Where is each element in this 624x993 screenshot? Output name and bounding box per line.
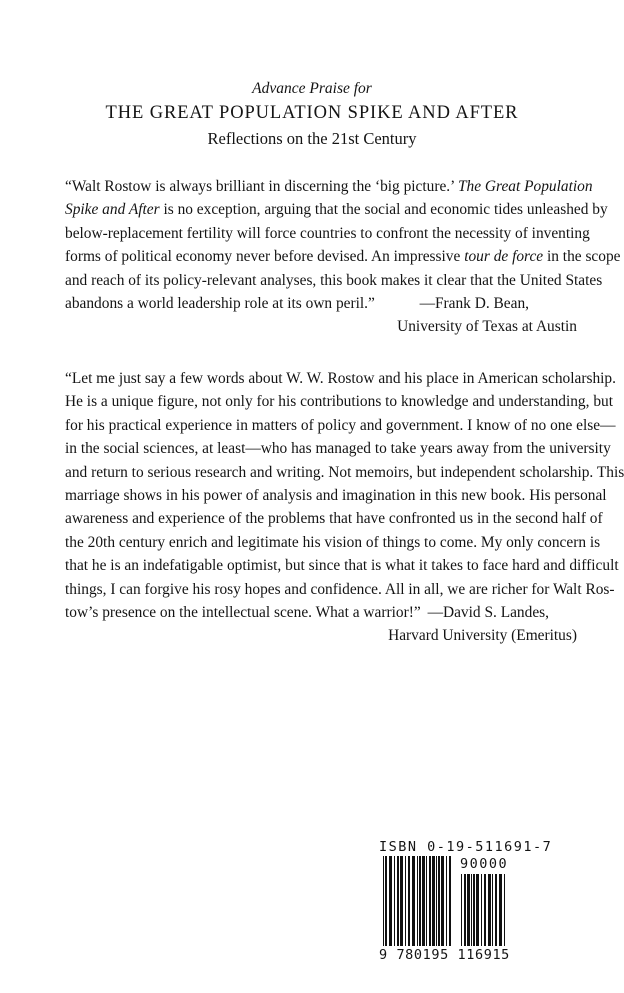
barcode-bar bbox=[446, 856, 447, 946]
quote-line: awareness and experience of the problems that have confronted us in the second half of bbox=[65, 510, 603, 528]
quote-line: and return to serious research and writing. Not memoirs, but independent scholarship. This bbox=[65, 463, 624, 481]
quote-line: things, I can forgive his rosy hopes and confidence. All in all, we are richer for Walt Ros- bbox=[65, 580, 615, 598]
barcode-bar bbox=[426, 856, 427, 946]
quote-affiliation: University of Texas at Austin bbox=[397, 318, 577, 336]
barcode-bar bbox=[484, 874, 486, 946]
book-title: THE GREAT POPULATION SPIKE AND AFTER bbox=[105, 103, 519, 123]
quote-line: the 20th century enrich and legitimate his vision of things to come. My only concern is bbox=[65, 533, 601, 551]
praise-quote-landes bbox=[65, 367, 624, 648]
ean-number: 9 780195 116915 bbox=[379, 947, 510, 963]
barcode-bar bbox=[471, 874, 472, 946]
barcode-bar bbox=[400, 856, 403, 946]
barcode-bar bbox=[394, 856, 395, 946]
barcode-bar bbox=[492, 874, 493, 946]
price-addon: 90000 bbox=[460, 856, 509, 872]
barcode-bar bbox=[383, 856, 384, 946]
quote-author: —Frank D. Bean, bbox=[419, 294, 529, 312]
barcode-bar bbox=[429, 856, 431, 946]
barcode-bar bbox=[436, 856, 437, 946]
barcode-bar bbox=[438, 856, 440, 946]
quote-line: tow’s presence on the intellectual scene. What a warrior!” —David S. Landes, bbox=[65, 601, 577, 624]
quote-affiliation: Harvard University (Emeritus) bbox=[388, 627, 577, 645]
barcode-bar bbox=[504, 874, 505, 946]
isbn-number: ISBN 0-19-511691-7 bbox=[379, 839, 553, 855]
quote-line: He is a unique figure, not only for his contributions to knowledge and understanding, but bbox=[65, 393, 613, 411]
quote-line: for his practical experience in matters of policy and government. I know of no one else— bbox=[65, 416, 616, 434]
barcode-bar bbox=[473, 874, 475, 946]
barcode-bar bbox=[417, 856, 418, 946]
quote-line: and reach of its policy-relevant analyses, this book makes it clear that the United States bbox=[65, 271, 603, 289]
quote-line: below-replacement fertility will force countries to confront the necessity of inventing bbox=[65, 224, 590, 242]
barcode-bar bbox=[412, 856, 415, 946]
book-subtitle: Reflections on the 21st Century bbox=[207, 129, 417, 148]
barcode-bar bbox=[464, 874, 466, 946]
barcode-bar bbox=[389, 856, 392, 946]
barcode-bar bbox=[488, 874, 491, 946]
barcode-bar bbox=[419, 856, 421, 946]
barcode-bar bbox=[495, 874, 497, 946]
quote-author: —David S. Landes, bbox=[427, 603, 549, 621]
barcode-bar bbox=[408, 856, 410, 946]
barcode-bar bbox=[397, 856, 399, 946]
barcode-bar bbox=[405, 856, 406, 946]
barcode-bar bbox=[441, 856, 444, 946]
quote-line: that he is an indefatigable optimist, but since that is what it takes to face hard and difficult bbox=[65, 557, 619, 575]
barcode-bar bbox=[481, 874, 482, 946]
barcode-bar bbox=[467, 874, 470, 946]
barcode-bar bbox=[385, 856, 387, 946]
quote-line: Spike and After is no exception, arguing that the social and economic tides unleashed by bbox=[65, 201, 608, 219]
barcode-bar bbox=[461, 874, 462, 946]
advance-praise-label: Advance Praise for bbox=[252, 80, 372, 97]
praise-quote-bean bbox=[65, 175, 621, 339]
quote-line: abandons a world leadership role at its own peril.” —Frank D. Bean, bbox=[65, 292, 577, 315]
barcode-bar bbox=[432, 856, 435, 946]
barcode-bar bbox=[499, 874, 502, 946]
barcode-bar bbox=[476, 874, 479, 946]
quote-line: forms of political economy never before devised. An impressive tour de force in the scope bbox=[65, 248, 621, 266]
quote-line: “Let me just say a few words about W. W. Rostow and his place in American scholarship. bbox=[65, 370, 616, 387]
quote-line: in the social sciences, at least—who has managed to take years away from the university bbox=[65, 440, 611, 458]
quote-line: marriage shows in his power of analysis and imagination in this new book. His personal bbox=[65, 486, 607, 504]
quote-line: “Walt Rostow is always brilliant in discerning the ‘big picture.’ The Great Population bbox=[65, 178, 593, 195]
barcode-bar bbox=[449, 856, 451, 946]
barcode-bar bbox=[422, 856, 425, 946]
